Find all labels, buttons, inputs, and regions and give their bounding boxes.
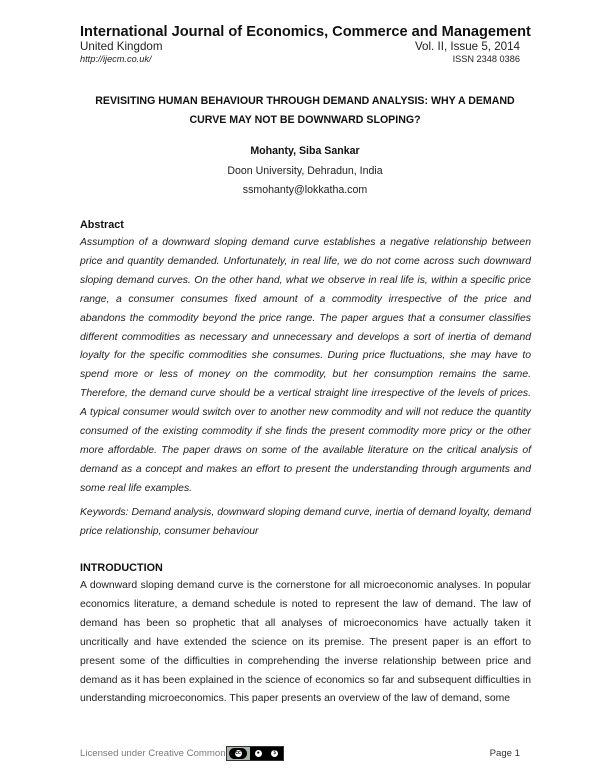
cc-terms bbox=[250, 747, 283, 760]
keywords-text: Keywords: Demand analysis, downward sloping demand curve, inertia of demand loyalty, demand price relationship, consumer behaviour bbox=[80, 507, 531, 537]
author-email-link[interactable]: ssmohanty@lokkatha.com bbox=[242, 184, 368, 196]
paper-title-line-2: CURVE MAY NOT BE DOWNWARD SLOPING? bbox=[189, 114, 421, 126]
journal-issn: ISSN 2348 0386 bbox=[452, 54, 520, 64]
header-row-country-volume bbox=[80, 40, 520, 53]
author-affiliation: Doon University, Dehradun, India bbox=[227, 164, 383, 177]
journal-header bbox=[80, 24, 531, 65]
author-block bbox=[80, 142, 530, 201]
paper-title bbox=[80, 92, 530, 130]
by-icon: ● bbox=[254, 749, 263, 758]
header-row-url-issn bbox=[80, 53, 520, 65]
abstract-text: Assumption of a downward sloping demand curve establishes a negative relationship between price and quantity demanded. Unfortunately, in real life, we do not come across such downward sloping demand curves. On the other hand, what we observe in real life is, within a specific price range, a consumer consumes fixed amount of a commodity irrespective of the price and abandons the commodity beyond the price range. The paper argues that a consumer classifies different commodities as necessary and unnecessary and develops a sort of inertia of demand loyalty for the specific commodities she consumes. During price fluctuations, she may have to spend more or less of money on the commodity, but her consumption remains the same. Therefore, the demand curve should be a vertical straight line irrespective of the levels of prices. A typical consumer would switch over to another new commodity and will not reduce the quantity consumed of the existing commodity if she finds the present commodity more pricy or the other more affordable. The paper draws on some of the available literature on the critical analysis of demand as a concept and makes an effort to present the understanding through arguments and some real life examples. bbox=[80, 237, 531, 494]
abstract-heading: Abstract bbox=[80, 219, 124, 231]
page-footer bbox=[80, 746, 520, 762]
license-text: Licensed under Creative Common bbox=[80, 748, 226, 759]
journal-volume: Vol. II, Issue 5, 2014 bbox=[414, 40, 520, 53]
nc-icon: $ bbox=[270, 749, 279, 758]
journal-title: International Journal of Economics, Commerce and Management bbox=[80, 24, 531, 40]
journal-url-link[interactable]: http://ijecm.co.uk/ bbox=[80, 54, 152, 64]
creative-commons-badge[interactable] bbox=[226, 746, 284, 761]
page-number: Page 1 bbox=[489, 748, 520, 759]
author-name: Mohanty, Siba Sankar bbox=[250, 145, 360, 157]
cc-icon: cc bbox=[229, 748, 247, 759]
introduction-heading: INTRODUCTION bbox=[80, 562, 163, 574]
introduction-text: A downward sloping demand curve is the cornerstone for all microeconomic analyses. In popular economics literature, a demand schedule is noted to represent the law of demand. The law of demand has been so prophetic that all analyses of microeconomics have actually taken it uncritically and have extended the science on its premise. The present paper is an effort to present some of the difficulties in comprehending the inverse relationship between price and demand as it has been explained in the science of economics so far and subsequent difficulties in understanding microeconomics. This paper presents an overview of the law of demand, some bbox=[80, 580, 531, 705]
journal-country: United Kingdom bbox=[80, 40, 163, 53]
paper-title-line-1: REVISITING HUMAN BEHAVIOUR THROUGH DEMAND ANALYSIS: WHY A DEMAND bbox=[95, 95, 515, 107]
